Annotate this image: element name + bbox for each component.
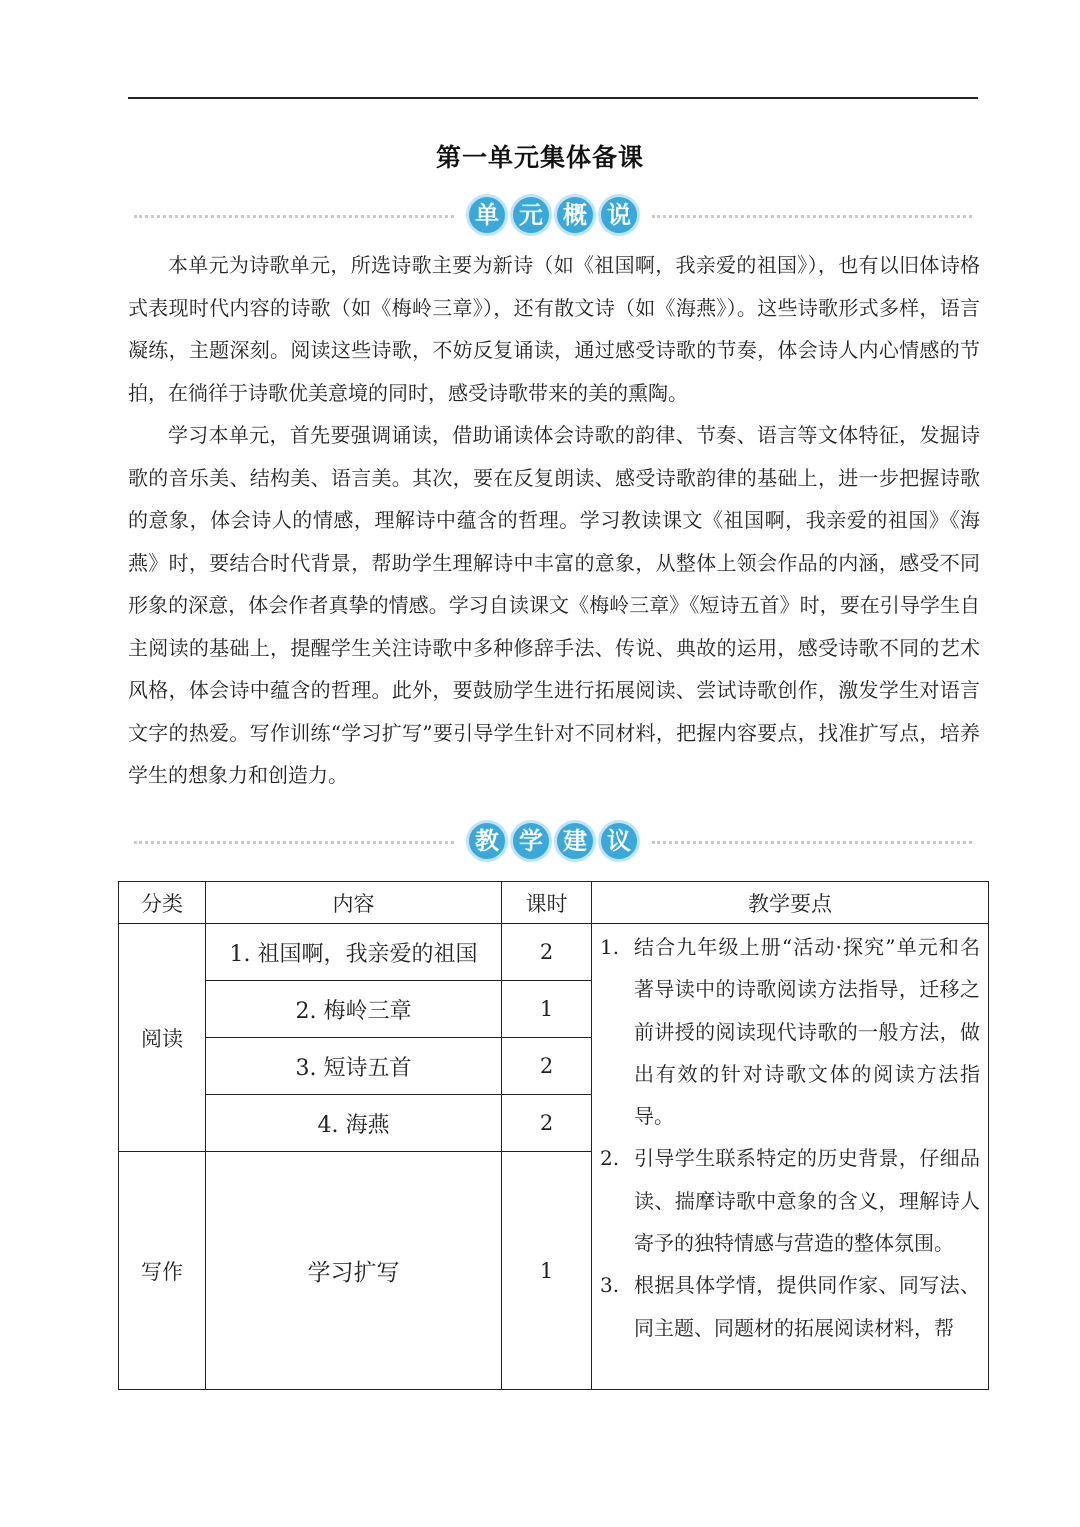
lesson-content: 学习扩写 — [206, 1152, 502, 1390]
lesson-content: 4. 海燕 — [206, 1095, 502, 1152]
overview-paragraph-2: 学习本单元，首先要强调诵读，借助诵读体会诗歌的韵律、节奏、语言等文体特征，发掘诗歌的音乐美、结构美、语言美。其次，要在反复朗读、感受诗歌韵律的基础上，进一步把握诗歌的意象，体会诗人的情感，理解诗中蕴含的哲理。学习教读课文《祖国啊，我亲爱的祖国》《海燕》时，要结合时代背景，帮助学生理解诗中丰富的意象，从整体上领会作品的内涵，感受不同形象的深意，体会作者真挚的情感。学习自读课文《梅岭三章》《短诗五首》时，要在引导学生自主阅读的基础上，提醒学生关注诗歌中多种修辞手法、传说、典故的运用，感受诗歌不同的艺术风格，体会诗中蕴含的哲理。此外，要鼓励学生进行拓展阅读、尝试诗歌创作，激发学生对语言文字的热爱。写作训练“学习扩写”要引导学生针对不同材料，把握内容要点，找准扩写点，培养学生的想象力和创造力。 — [128, 423, 980, 787]
lesson-hours: 2 — [502, 924, 592, 981]
key-point-number: 1. — [600, 935, 620, 959]
badge-char: 概 — [554, 194, 596, 236]
badge-char: 教 — [466, 820, 508, 862]
dotted-divider-left — [134, 841, 454, 844]
lesson-content: 3. 短诗五首 — [206, 1038, 502, 1095]
key-point-item — [600, 926, 980, 1137]
overview-paragraph-1: 本单元为诗歌单元，所选诗歌主要为新诗（如《祖国啊，我亲爱的祖国》），也有以旧体诗格式表现时代内容的诗歌（如《梅岭三章》），还有散文诗（如《海燕》）。这些诗歌形式多样，语言凝练，主题深刻。阅读这些诗歌，不妨反复诵读，通过感受诗歌的节奏，体会诗人内心情感的节拍，在徜徉于诗歌优美意境的同时，感受诗歌带来的美的熏陶。 — [128, 253, 980, 405]
header-hours: 课时 — [502, 882, 592, 924]
dotted-divider-right — [652, 841, 972, 844]
lesson-content: 2. 梅岭三章 — [206, 981, 502, 1038]
lesson-content: 1. 祖国啊，我亲爱的祖国 — [206, 924, 502, 981]
badge-char: 议 — [598, 820, 640, 862]
badge-char: 说 — [598, 194, 640, 236]
category-reading: 阅读 — [119, 924, 206, 1152]
key-point-text: 根据具体学情，提供同作家、同写法、同主题、同题材的拓展阅读材料，帮 — [634, 1273, 980, 1340]
teaching-key-points — [592, 924, 989, 1390]
badge-char: 学 — [510, 820, 552, 862]
table-header-row — [119, 882, 989, 924]
table-row — [119, 924, 989, 981]
badge-char: 单 — [466, 194, 508, 236]
overview-badges — [466, 194, 640, 236]
teaching-plan-table — [118, 881, 989, 1390]
badge-char: 元 — [510, 194, 552, 236]
section-header-suggestions — [128, 820, 978, 864]
badge-char: 建 — [554, 820, 596, 862]
category-writing: 写作 — [119, 1152, 206, 1390]
header-category: 分类 — [119, 882, 206, 924]
header-rule — [128, 97, 978, 99]
key-point-item — [600, 1264, 980, 1349]
dotted-divider-right — [652, 215, 972, 218]
lesson-hours: 1 — [502, 1152, 592, 1390]
key-point-text: 结合九年级上册“活动·探究”单元和名著导读中的诗歌阅读方法指导，迁移之前讲授的阅读现代诗歌的一般方法，做出有效的针对诗歌文体的阅读方法指导。 — [634, 935, 980, 1129]
key-point-number: 3. — [600, 1273, 620, 1298]
dotted-divider-left — [134, 215, 454, 218]
key-point-item — [600, 1137, 980, 1264]
suggestion-badges — [466, 820, 640, 862]
header-key-points: 教学要点 — [592, 882, 989, 924]
page-title: 第一单元集体备课 — [435, 143, 644, 172]
lesson-hours: 2 — [502, 1095, 592, 1152]
lesson-hours: 1 — [502, 981, 592, 1038]
lesson-hours: 2 — [502, 1038, 592, 1095]
section-header-overview — [128, 194, 978, 238]
header-content: 内容 — [206, 882, 502, 924]
key-point-text: 引导学生联系特定的历史背景，仔细品读、揣摩诗歌中意象的含义，理解诗人寄予的独特情感与营造的整体氛围。 — [634, 1146, 980, 1256]
key-point-number: 2. — [600, 1146, 620, 1171]
